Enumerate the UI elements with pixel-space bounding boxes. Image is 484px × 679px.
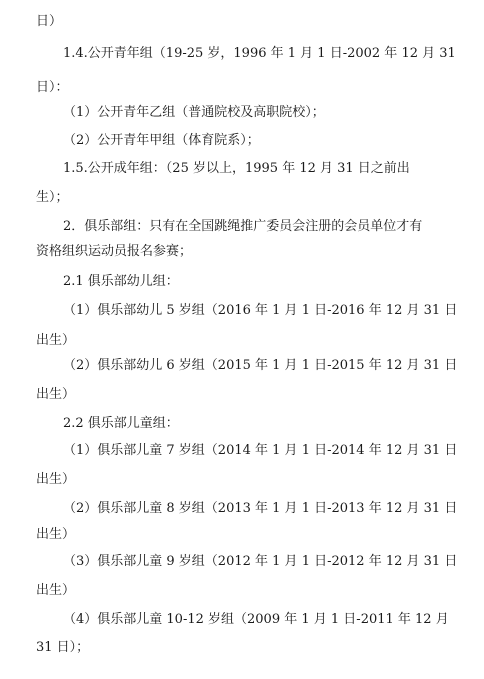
- text-line: 日）: [36, 14, 63, 29]
- text-line: （1）公开青年乙组（普通院校及高职院校）；: [63, 105, 325, 120]
- text-line: 资格组织运动员报名参赛；: [36, 244, 193, 259]
- text-line-section-2-1: 2.1 俱乐部幼儿组：: [63, 274, 179, 289]
- text-line: 日）：: [36, 80, 69, 95]
- text-line: 出生）: [36, 387, 76, 402]
- text-line-section-2-2: 2.2 俱乐部儿童组：: [63, 416, 179, 431]
- text-line-section-1-4: 1.4.公开青年组（19-25 岁，1996 年 1 月 1 日-2002 年 12 月 31: [63, 46, 456, 61]
- text-line-section-1-5: 1.5.公开成年组：（25 岁以上，1995 年 12 月 31 日之前出: [63, 161, 410, 176]
- text-line: （1）俱乐部幼儿 5 岁组（2016 年 1 月 1 日-2016 年 12 月 31 日: [63, 303, 458, 318]
- text-line: （3）俱乐部儿童 9 岁组（2012 年 1 月 1 日-2012 年 12 月 31 日: [63, 554, 458, 569]
- text-line: 出生）: [36, 583, 76, 598]
- text-line: （4）俱乐部儿童 10-12 岁组（2009 年 1 月 1 日-2011 年 12 月: [63, 612, 449, 627]
- text-line: （1）俱乐部儿童 7 岁组（2014 年 1 月 1 日-2014 年 12 月 31 日: [63, 443, 458, 458]
- text-line: 生）；: [36, 190, 69, 205]
- text-line: （2）公开青年甲组（体育院系）；: [63, 133, 260, 148]
- text-line: 出生）: [36, 472, 76, 487]
- text-line: （2）俱乐部幼儿 6 岁组（2015 年 1 月 1 日-2015 年 12 月 31 日: [63, 358, 458, 373]
- text-line: 出生）: [36, 333, 76, 348]
- text-line: 31 日）；: [36, 640, 90, 655]
- text-line: 出生）: [36, 527, 76, 542]
- text-line: （2）俱乐部儿童 8 岁组（2013 年 1 月 1 日-2013 年 12 月 31 日: [63, 501, 458, 516]
- text-line-section-2: 2．俱乐部组：只有在全国跳绳推广委员会注册的会员单位才有: [63, 219, 423, 234]
